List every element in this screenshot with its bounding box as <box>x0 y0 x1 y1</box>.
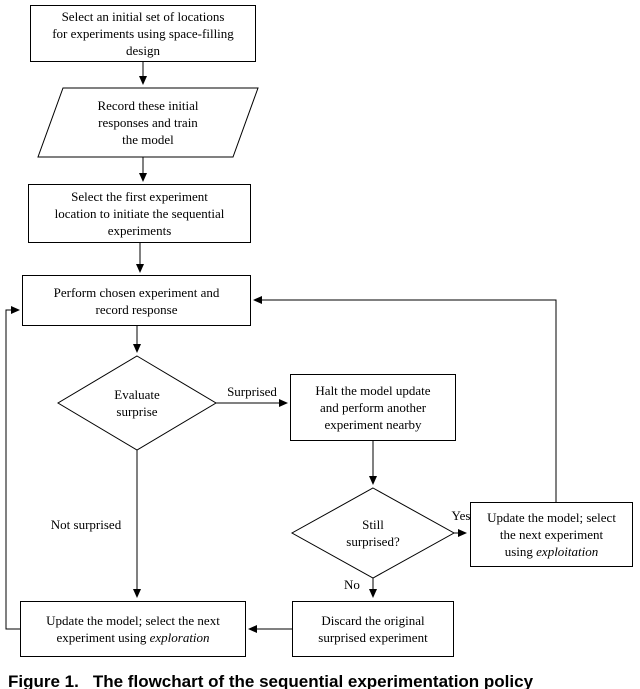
node-evaluate-surprise <box>57 366 217 440</box>
node-line <box>505 543 599 560</box>
node-line: Halt the model update <box>315 383 431 398</box>
node-line: Still <box>362 517 384 532</box>
node-line: the next experiment <box>499 527 604 542</box>
node-line: surprise <box>116 404 158 419</box>
figure-caption-label: Figure 1. <box>8 672 79 689</box>
node-line: and perform another <box>319 400 427 415</box>
node-line: surprised experiment <box>318 630 428 645</box>
node-line: location to initiate the sequential <box>54 206 225 221</box>
edge-label-surprised: Surprised <box>227 384 277 399</box>
node-line: record response <box>95 301 178 317</box>
node-line-text: experiment using <box>56 630 150 645</box>
node-perform-experiment <box>22 275 251 326</box>
node-line: Evaluate <box>114 387 160 402</box>
node-line-italic: exploitation <box>536 544 599 559</box>
node-line: for experiments using space-filling <box>52 26 234 41</box>
node-line-text: using <box>504 544 537 559</box>
edge-exploration-feedback <box>6 310 20 629</box>
node-still-surprised <box>293 498 453 568</box>
node-line: responses and train <box>98 115 198 130</box>
figure-caption <box>8 672 636 689</box>
node-first-experiment <box>28 184 251 243</box>
node-line: Record these initial <box>97 98 199 113</box>
node-line: Select the first experiment <box>71 189 208 204</box>
node-record-train <box>38 88 258 157</box>
node-line: the model <box>122 132 174 147</box>
node-line: experiments <box>107 223 172 238</box>
node-line: Update the model; select the next <box>46 613 220 628</box>
node-exploitation-update <box>470 502 633 567</box>
edge-label-yes: Yes <box>451 508 471 523</box>
figure-caption-text: The flowchart of the sequential experimentation policy <box>92 672 534 689</box>
node-halt-update <box>290 374 456 441</box>
node-line: surprised? <box>346 534 400 549</box>
node-line: experiment nearby <box>324 417 422 432</box>
node-line: design <box>126 43 160 58</box>
node-line: Discard the original <box>321 613 425 628</box>
edge-label-no: No <box>344 577 360 592</box>
node-exploration-update <box>20 601 246 657</box>
node-line: Update the model; select <box>487 510 616 525</box>
node-line-italic: exploration <box>149 630 210 645</box>
node-discard-experiment <box>292 601 454 657</box>
node-line <box>56 629 209 646</box>
node-line: Select an initial set of locations <box>61 9 225 24</box>
edge-label-not-surprised: Not surprised <box>50 517 122 532</box>
node-line: Perform chosen experiment and <box>53 284 220 300</box>
node-initial-design <box>30 5 256 62</box>
